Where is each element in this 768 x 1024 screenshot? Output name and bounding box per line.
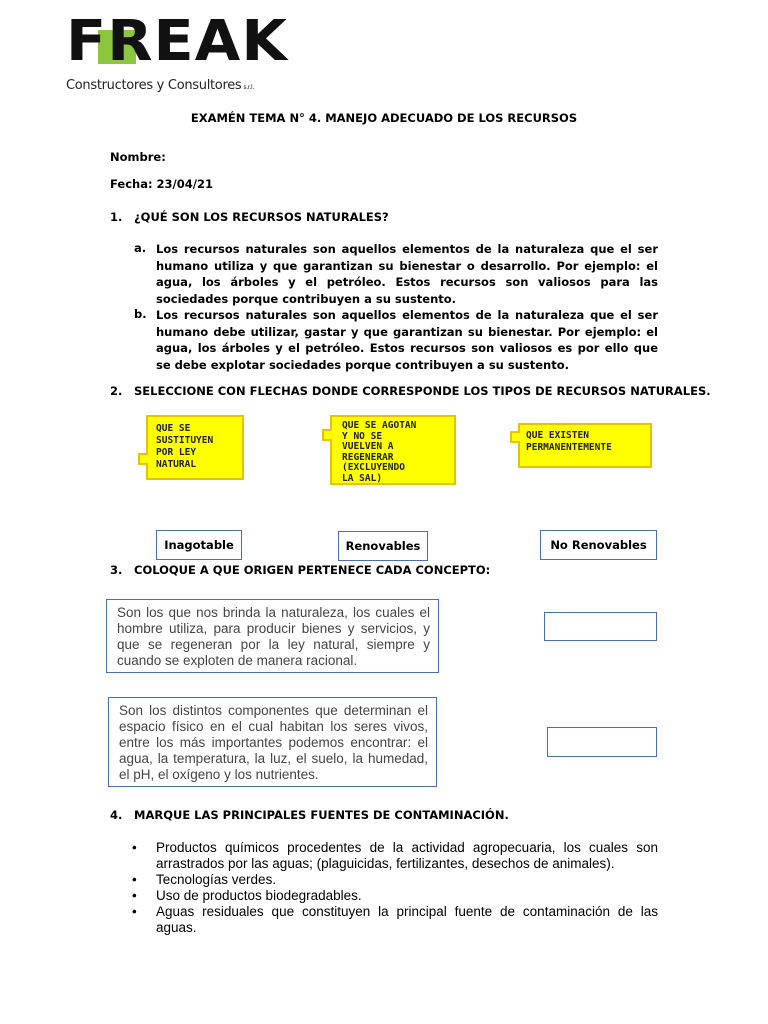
tagline-suffix: s.r.l. xyxy=(243,84,255,91)
date-label: Fecha: 23/04/21 xyxy=(110,177,213,191)
sticker-notch xyxy=(138,453,148,465)
question-number: 4. xyxy=(110,808,123,822)
sticker-notch xyxy=(510,431,520,443)
name-label: Nombre: xyxy=(110,150,166,164)
type-box-inagotable[interactable]: Inagotable xyxy=(156,530,242,560)
answer-box-2[interactable] xyxy=(547,727,657,757)
sticker-notch xyxy=(322,429,332,441)
question-1 xyxy=(110,210,389,224)
contamination-list xyxy=(132,840,658,936)
option-a[interactable]: Los recursos naturales son aquellos elementos de la naturaleza que el ser humano utiliza y que garantizan su bienestar o desarrollo. Por ejemplo: el agua, los árboles y el petróleo. Estos recursos son valiosos para las sociedades porque contribuyen a su sustento. xyxy=(156,242,658,306)
question-3 xyxy=(110,563,490,577)
question-2 xyxy=(110,384,711,398)
sticker-text: QUE SE AGOTAN Y NO SE VUELVEN A REGENERAR (EXCLUYENDO LA SAL) xyxy=(342,420,417,484)
option-b[interactable]: Los recursos naturales son aquellos elementos de la naturaleza que el ser humano debe utilizar, gastar y que garantizan su bienestar. Por ejemplo: el agua, los árboles y el petróleo. Estos recursos son valiosos es por ello que se debe explotar sociedades porque contribuyen a su sustento. xyxy=(156,308,658,372)
type-box-renovables[interactable]: Renovables xyxy=(338,531,428,561)
question-text: SELECCIONE CON FLECHAS DONDE CORRESPONDE LOS TIPOS DE RECURSOS NATURALES. xyxy=(134,384,711,398)
list-item[interactable]: • Tecnologías verdes. xyxy=(132,872,658,888)
sticker-text: QUE EXISTEN PERMANENTEMENTE xyxy=(526,430,612,453)
sticker-renovables-desc[interactable] xyxy=(146,415,244,480)
tagline-text: Constructores y Consultores xyxy=(66,78,242,93)
sticker-inagotable-desc[interactable] xyxy=(518,423,652,468)
sticker-no-renovables-desc[interactable] xyxy=(330,415,456,485)
question-text: COLOQUE A QUE ORIGEN PERTENECE CADA CONCEPTO: xyxy=(134,563,491,577)
company-tagline xyxy=(66,78,254,93)
concept-paragraph-1: Son los que nos brinda la naturaleza, los cuales el hombre utiliza, para producir bienes y servicios, y que se regeneran por la ley natural, siempre y cuando se exploten de manera racional. xyxy=(106,599,439,673)
question-number: 1. xyxy=(110,210,123,224)
list-item[interactable]: • Uso de productos biodegradables. xyxy=(132,888,658,904)
exam-title: EXAMÉN TEMA N° 4. MANEJO ADECUADO DE LOS RECURSOS xyxy=(190,111,578,125)
company-logo: FREAK xyxy=(66,9,288,74)
question-number: 2. xyxy=(110,384,123,398)
concept-paragraph-2: Son los distintos componentes que determinan el espacio físico en el cual habitan los seres vivos, entre los más importantes podemos encontrar: el agua, la temperatura, la luz, el suelo, la humedad, el pH, el oxígeno y los nutrientes. xyxy=(108,697,437,787)
option-letter: b. xyxy=(134,307,147,321)
question-number: 3. xyxy=(110,563,123,577)
question-4 xyxy=(110,808,509,822)
type-box-no-renovables[interactable]: No Renovables xyxy=(540,530,657,560)
sticker-text: QUE SE SUSTITUYEN POR LEY NATURAL xyxy=(156,423,214,470)
list-item[interactable]: • Aguas residuales que constituyen la principal fuente de contaminación de las aguas. xyxy=(132,904,658,936)
answer-box-1[interactable] xyxy=(544,612,657,641)
question-text: ¿QUÉ SON LOS RECURSOS NATURALES? xyxy=(134,210,389,224)
list-item[interactable]: • Productos químicos procedentes de la actividad agropecuaria, los cuales son arrastrados por las aguas; (plaguicidas, fertilizantes, desechos de animales). xyxy=(132,840,658,872)
option-letter: a. xyxy=(134,241,147,255)
question-text: MARQUE LAS PRINCIPALES FUENTES DE CONTAMINACIÓN. xyxy=(134,808,509,822)
